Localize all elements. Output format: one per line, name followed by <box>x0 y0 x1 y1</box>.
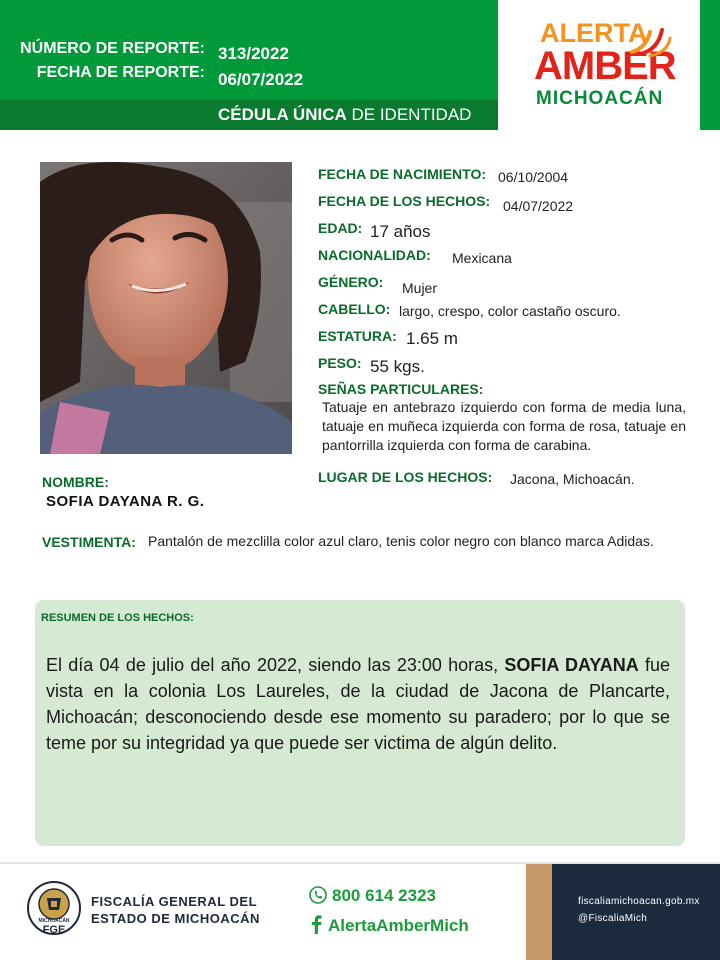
portrait-image <box>40 162 292 454</box>
report-date-label: FECHA DE REPORTE: <box>36 64 205 81</box>
event-date-label: FECHA DE LOS HECHOS: <box>318 193 491 209</box>
report-number: 313/2022 <box>218 44 289 63</box>
agency-name: FISCALÍA GENERAL DEL ESTADO DE MICHOACÁN <box>91 894 260 926</box>
nationality-label: NACIONALIDAD: <box>318 247 431 263</box>
missing-person-photo <box>40 162 292 454</box>
nationality: Mexicana <box>452 250 512 266</box>
distinguishing-marks: Tatuaje en antebrazo izquierdo con forma de media luna, tatuaje en muñeca izquierda con forma de rosa, tatuaje en pantorrilla izquierda con forma de carabina. <box>322 399 686 453</box>
signal-waves-icon <box>628 22 672 58</box>
phone-icon <box>309 886 327 904</box>
seal-sub: MICHOACÁN <box>38 918 70 924</box>
person-name: SOFIA DAYANA R. G. <box>46 493 205 510</box>
place-label: LUGAR DE LOS HECHOS: <box>318 469 493 485</box>
header-right-edge <box>700 0 720 130</box>
name-label: NOMBRE: <box>42 474 109 490</box>
header <box>0 0 720 130</box>
social-handle[interactable]: @FiscaliaMich <box>578 913 648 924</box>
summary-title: RESUMEN DE LOS HECHOS: <box>41 612 194 624</box>
logo-michoacan-text: MICHOACÁN <box>536 88 664 109</box>
cedula-title: CÉDULA ÚNICA DE IDENTIDAD <box>218 105 472 124</box>
gender-label: GÉNERO: <box>318 274 384 290</box>
height-label: ESTATURA: <box>318 328 397 344</box>
age: 17 años <box>370 222 431 241</box>
summary-box <box>35 600 685 846</box>
summary-text: El día 04 de julio del año 2022, siendo las 23:00 horas, SOFIA DAYANA fue vista en la colonia Los Laureles, de la ciudad de Jacona de Plancarte, Michoacán; desconociendo desde ese momento su paradero; por lo que se teme por su integridad ya que puede ser victima de algún delito. <box>46 655 670 753</box>
alerta-amber-logo <box>528 18 678 113</box>
birth-date-label: FECHA DE NACIMIENTO: <box>318 166 486 182</box>
website-link[interactable]: fiscaliamichoacan.gob.mx <box>578 896 700 907</box>
hair: largo, crespo, color castaño oscuro. <box>399 303 621 319</box>
gender: Mujer <box>402 280 438 296</box>
footer-accent <box>526 864 552 960</box>
place: Jacona, Michoacán. <box>510 471 635 487</box>
logo-amber-text: AMBER <box>534 44 676 88</box>
report-date: 06/07/2022 <box>218 70 304 89</box>
age-label: EDAD: <box>318 220 363 236</box>
weight-label: PESO: <box>318 355 362 371</box>
facebook-link[interactable]: AlertaAmberMich <box>309 914 469 936</box>
clothing: Pantalón de mezclilla color azul claro, tenis color negro con blanco marca Adidas. <box>148 533 654 549</box>
marks-label: SEÑAS PARTICULARES: <box>318 381 484 397</box>
height: 1.65 m <box>406 329 458 348</box>
clothing-label: VESTIMENTA: <box>42 534 136 550</box>
footer-navy-panel <box>552 864 720 960</box>
logo-alerta-text: ALERTA <box>540 18 648 48</box>
birth-date: 06/10/2004 <box>498 169 569 185</box>
report-number-label: NÚMERO DE REPORTE: <box>20 40 205 57</box>
facebook-icon <box>309 914 323 934</box>
event-date: 04/07/2022 <box>503 198 574 214</box>
seal-fge: FGE <box>42 924 66 936</box>
phone-number[interactable]: 800 614 2323 <box>309 886 436 906</box>
weight: 55 kgs. <box>370 357 425 376</box>
hair-label: CABELLO: <box>318 301 391 317</box>
